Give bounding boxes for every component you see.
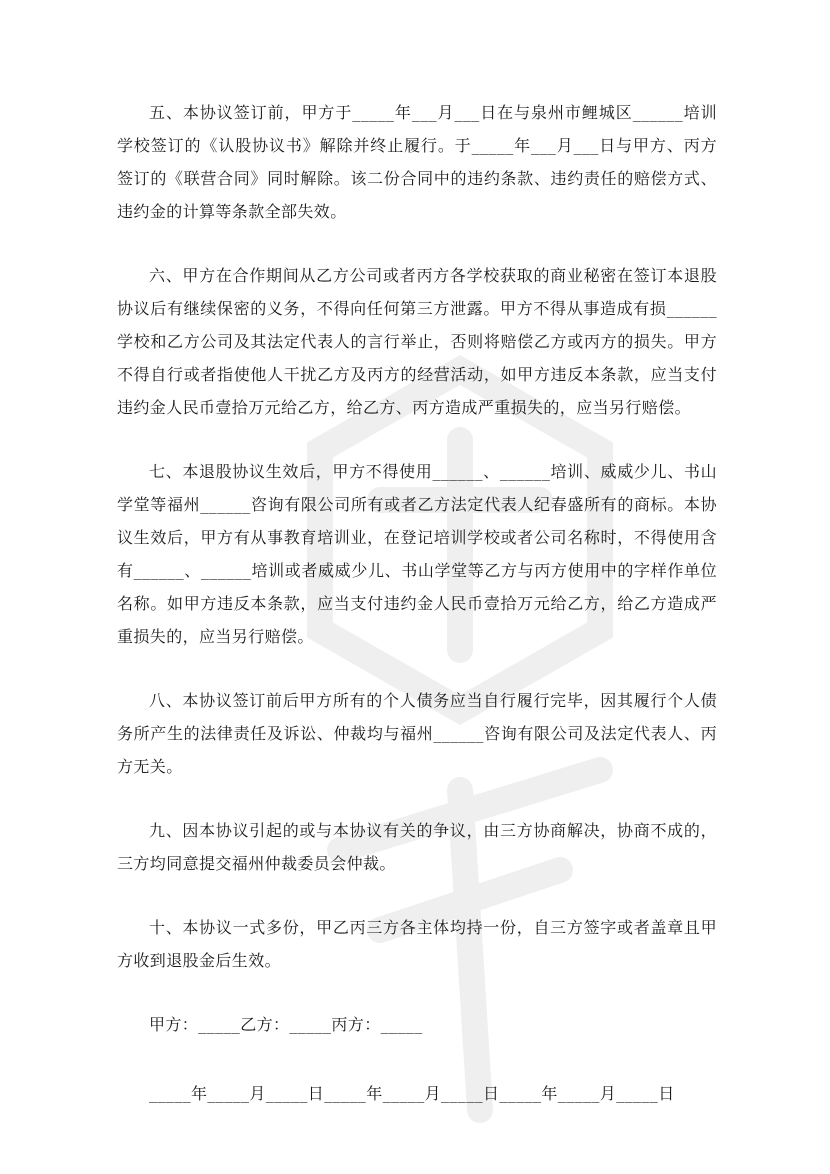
clause-10: 十、本协议一式多份，甲乙丙三方各主体均持一份，自三方签字或者盖章且甲方收到退股金后生效。 <box>117 918 717 970</box>
signature-line: 甲方：_____乙方：_____丙方：_____ <box>149 1015 423 1034</box>
document-body <box>117 96 717 1110</box>
clause-9: 九、因本协议引起的或与本协议有关的争议，由三方协商解决，协商不成的，三方均同意提交福州仲裁委员会仲裁。 <box>117 821 717 873</box>
date-line: _____年_____月_____日_____年_____月_____日_____年_____月_____日 <box>149 1084 675 1103</box>
clause-5: 五、本协议签订前，甲方于_____年___月___日在与泉州市鲤城区______培训学校签订的《认股协议书》解除并终止履行。于_____年___月___日与甲方、丙方签订的《联营合同》同时解除。该二份合同中的违约条款、违约责任的赔偿方式、违约金的计算等条款全部失效。 <box>117 103 717 221</box>
clause-8: 八、本协议签订前后甲方所有的个人债务应当自行履行完毕，因其履行个人债务所产生的法律责任及诉讼、仲裁均与福州______咨询有限公司及法定代表人、丙方无关。 <box>117 691 717 776</box>
clause-7: 七、本退股协议生效后，甲方不得使用______、______培训、威威少儿、书山学堂等福州______咨询有限公司所有或者乙方法定代表人纪春盛所有的商标。本协议生效后，甲方有从事教育培训业，在登记培训学校或者公司名称时，不得使用含有______、______培训或者威威少儿、书山学堂等乙方与丙方使用中的字样作单位名称。如甲方违反本条款，应当支付违约金人民币壹拾万元给乙方，给乙方造成严重损失的，应当另行赔偿。 <box>117 462 717 646</box>
clause-6: 六、甲方在合作期间从乙方公司或者丙方各学校获取的商业秘密在签订本退股协议后有继续保密的义务，不得向任何第三方泄露。甲方不得从事造成有损______学校和乙方公司及其法定代表人的言行举止，否则将赔偿乙方或丙方的损失。甲方不得自行或者指使他人干扰乙方及丙方的经营活动，如甲方违反本条款，应当支付违约金人民币壹拾万元给乙方，给乙方、丙方造成严重损失的，应当另行赔偿。 <box>117 266 717 417</box>
